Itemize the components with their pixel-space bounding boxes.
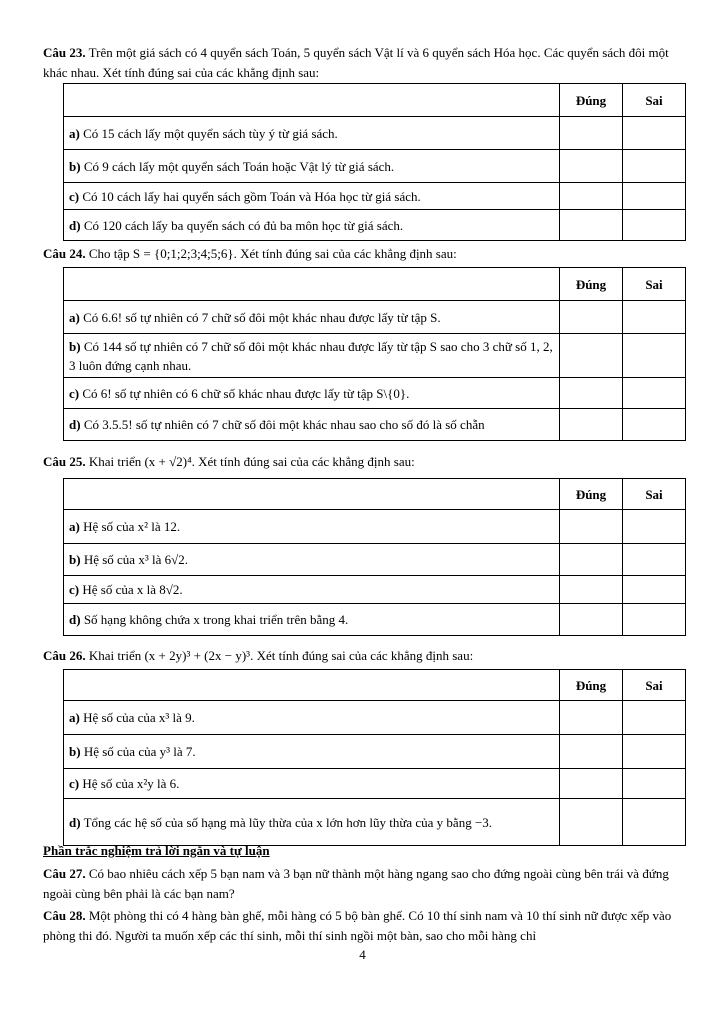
question-text: Trên một giá sách có 4 quyển sách Toán, 5 quyển sách Vật lí và 6 quyển sách Hóa học. Các quyển sách đôi một khác nhau. Xét tính đúng sai của các khẳng định sau: — [43, 45, 669, 80]
row-label: b) — [69, 338, 81, 354]
header-blank — [64, 268, 560, 301]
row-text: Có 120 cách lấy ba quyển sách có đủ ba môn học từ giá sách. — [80, 217, 404, 233]
table-row — [64, 769, 686, 799]
question-label: Câu 28. — [43, 908, 86, 923]
table-row — [64, 604, 686, 636]
table-row — [64, 735, 686, 769]
row-text: Hệ số của của y³ là 7. — [80, 744, 196, 759]
question-25 — [43, 452, 683, 472]
header-blank — [64, 84, 560, 117]
dung-cell[interactable] — [560, 799, 623, 846]
sai-cell[interactable] — [623, 150, 686, 183]
question-label: Câu 27. — [43, 866, 86, 881]
table-row — [64, 117, 686, 150]
sai-cell[interactable] — [623, 701, 686, 735]
dung-cell[interactable] — [560, 735, 623, 769]
dung-cell[interactable] — [560, 604, 623, 636]
dung-cell[interactable] — [560, 544, 623, 576]
table-row — [64, 576, 686, 604]
sai-cell[interactable] — [623, 301, 686, 334]
row-text: Hệ số của x²y là 6. — [79, 776, 180, 791]
sai-cell[interactable] — [623, 544, 686, 576]
table-row — [64, 301, 686, 334]
question-28 — [43, 906, 683, 946]
sai-cell[interactable] — [623, 210, 686, 241]
header-dung: Đúng — [560, 268, 623, 301]
table-row — [64, 210, 686, 241]
row-label: c) — [69, 385, 80, 401]
true-false-table-26 — [63, 669, 686, 846]
section-title: Phần trắc nghiệm trả lời ngắn và tự luận — [43, 843, 270, 858]
dung-cell[interactable] — [560, 117, 623, 150]
page-number: 4 — [359, 947, 366, 962]
dung-cell[interactable] — [560, 576, 623, 604]
row-text: Tổng các hệ số của số hạng mà lũy thừa của x lớn hơn lũy thừa của y bằng −3. — [80, 814, 493, 830]
header-blank — [64, 670, 560, 701]
row-text: Có 15 cách lấy một quyển sách tùy ý từ giá sách. — [79, 125, 338, 141]
header-dung: Đúng — [560, 670, 623, 701]
row-text: Có 10 cách lấy hai quyển sách gồm Toán và Hóa học từ giá sách. — [79, 188, 421, 204]
sai-cell[interactable] — [623, 510, 686, 544]
header-blank — [64, 479, 560, 510]
dung-cell[interactable] — [560, 334, 623, 378]
sai-cell[interactable] — [623, 117, 686, 150]
row-label: d) — [69, 417, 81, 432]
dung-cell[interactable] — [560, 378, 623, 409]
question-text: Cho tập S = {0;1;2;3;4;5;6}. Xét tính đúng sai của các khẳng định sau: — [85, 246, 457, 261]
header-sai: Sai — [623, 479, 686, 510]
sai-cell[interactable] — [623, 604, 686, 636]
table-row — [64, 150, 686, 183]
row-text: Có 6.6! số tự nhiên có 7 chữ số đôi một khác nhau được lấy từ tập S. — [79, 309, 441, 325]
dung-cell[interactable] — [560, 150, 623, 183]
true-false-table-23 — [63, 83, 686, 241]
row-label: b) — [69, 552, 81, 567]
dung-cell[interactable] — [560, 769, 623, 799]
table-row — [64, 510, 686, 544]
question-text: Khai triển (x + 2y)³ + (2x − y)³. Xét tính đúng sai của các khẳng định sau: — [85, 648, 474, 663]
row-label: d) — [69, 217, 81, 233]
row-label: d) — [69, 814, 81, 830]
row-text: Hệ số của x² là 12. — [79, 519, 181, 534]
question-26 — [43, 646, 683, 666]
row-label: b) — [69, 158, 81, 174]
row-label: a) — [69, 710, 80, 725]
dung-cell[interactable] — [560, 701, 623, 735]
sai-cell[interactable] — [623, 576, 686, 604]
row-text: Có 9 cách lấy một quyển sách Toán hoặc Vật lý từ giá sách. — [80, 158, 395, 174]
sai-cell[interactable] — [623, 334, 686, 378]
row-label: a) — [69, 309, 80, 325]
question-label: Câu 25. — [43, 454, 86, 469]
row-text: Có 144 số tự nhiên có 7 chữ số đôi một khác nhau được lấy từ tập S sao cho 3 chữ số 1, 2, 3 luôn đứng cạnh nhau. — [69, 338, 553, 373]
table-row — [64, 334, 686, 378]
header-sai: Sai — [623, 84, 686, 117]
header-sai: Sai — [623, 268, 686, 301]
question-label: Câu 23. — [43, 45, 86, 60]
sai-cell[interactable] — [623, 183, 686, 210]
dung-cell[interactable] — [560, 510, 623, 544]
table-row — [64, 183, 686, 210]
header-dung: Đúng — [560, 84, 623, 117]
sai-cell[interactable] — [623, 378, 686, 409]
row-text: Có 6! số tự nhiên có 6 chữ số khác nhau được lấy từ tập S\{0}. — [79, 385, 410, 401]
table-row — [64, 378, 686, 409]
row-label: c) — [69, 188, 80, 204]
row-text: Hệ số của x³ là 6√2. — [80, 552, 188, 567]
table-row — [64, 544, 686, 576]
sai-cell[interactable] — [623, 769, 686, 799]
row-label: c) — [69, 776, 80, 791]
row-label: a) — [69, 125, 80, 141]
header-sai: Sai — [623, 670, 686, 701]
question-label: Câu 24. — [43, 246, 86, 261]
row-label: c) — [69, 582, 80, 597]
row-label: a) — [69, 519, 80, 534]
question-text: Một phòng thi có 4 hàng bàn ghế, mỗi hàng có 5 bộ bàn ghế. Có 10 thí sinh nam và 10 thí sinh nữ được xếp vào phòng thi đó. Người ta muốn xếp các thí sinh, mỗi thí sinh ngồi một bàn, sao cho mỗi hàng chỉ — [43, 908, 672, 943]
sai-cell[interactable] — [623, 799, 686, 846]
table-row — [64, 799, 686, 846]
question-23 — [43, 43, 683, 83]
row-label: b) — [69, 744, 81, 759]
dung-cell[interactable] — [560, 301, 623, 334]
table-row — [64, 409, 686, 441]
row-text: Hệ số của của x³ là 9. — [79, 710, 195, 725]
question-text: Khai triển (x + √2)⁴. Xét tính đúng sai của các khẳng định sau: — [85, 454, 415, 469]
question-label: Câu 26. — [43, 648, 86, 663]
question-text: Có bao nhiêu cách xếp 5 bạn nam và 3 bạn nữ thành một hàng ngang sao cho đứng ngoài cùng bên trái và đứng ngoài cùng bên phải là các bạn nam? — [43, 866, 669, 901]
true-false-table-25 — [63, 478, 686, 636]
true-false-table-24 — [63, 267, 686, 441]
row-text: Hệ số của x là 8√2. — [79, 582, 183, 597]
header-dung: Đúng — [560, 479, 623, 510]
sai-cell[interactable] — [623, 409, 686, 441]
row-label: d) — [69, 612, 81, 627]
dung-cell[interactable] — [560, 409, 623, 441]
row-text: Số hạng không chứa x trong khai triển trên bằng 4. — [80, 612, 349, 627]
dung-cell[interactable] — [560, 183, 623, 210]
row-text: Có 3.5.5! số tự nhiên có 7 chữ số đôi một khác nhau sao cho số đó là số chẵn — [80, 417, 485, 432]
question-27 — [43, 864, 683, 904]
dung-cell[interactable] — [560, 210, 623, 241]
sai-cell[interactable] — [623, 735, 686, 769]
table-row — [64, 701, 686, 735]
question-24 — [43, 244, 683, 264]
